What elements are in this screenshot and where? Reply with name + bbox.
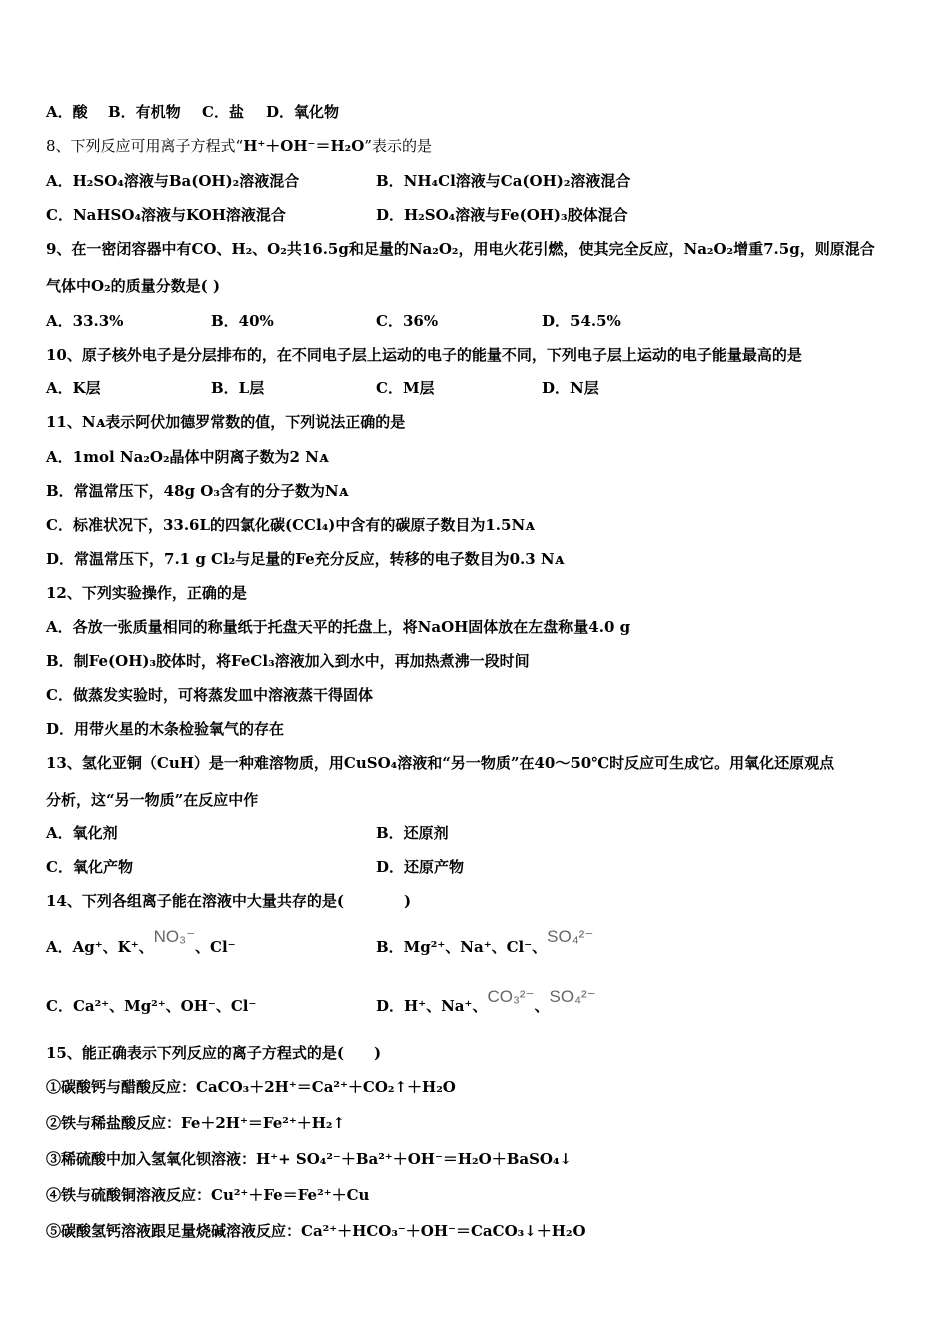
q14-option-b-ion: SO₄²⁻ (547, 927, 594, 946)
q14-option-a-text: A．Ag⁺、K⁺、 (46, 938, 154, 956)
q11-option-d: D．常温常压下，7.1 g Cl₂与足量的Fe充分反应，转移的电子数目为0.3 Nᴀ (46, 550, 565, 568)
q14-option-d-text: D．H⁺、Na⁺、 (376, 997, 488, 1015)
q13-stem-line1: 13、氢化亚铜（CuH）是一种难溶物质，用CuSO₄溶液和“另一物质”在40～50℃时反应可生成它。用氧化还原观点 (46, 754, 835, 772)
q15-item-3: ③稀硫酸中加入氢氧化钡溶液：H⁺+ SO₄²⁻＋Ba²⁺＋OH⁻＝H₂O＋BaSO₄↓ (46, 1150, 573, 1168)
q9-stem-line1: 9、在一密闭容器中有CO、H₂、O₂共16.5g和足量的Na₂O₂，用电火花引燃，使其完全反应，Na₂O₂增重7.5g，则原混合 (46, 240, 875, 258)
q9-option-c: C．36% (376, 312, 439, 330)
q14-option-d-ion1: CO₃²⁻ (487, 987, 535, 1006)
q13-option-d: D．还原产物 (376, 858, 465, 876)
q12-option-c: C．做蒸发实验时，可将蒸发皿中溶液蒸干得固体 (46, 686, 373, 704)
q10-stem: 10、原子核外电子是分层排布的，在不同电子层上运动的电子的能量不同，下列电子层上运动的电子能量最高的是 (46, 346, 802, 364)
q8-option-b: B．NH₄Cl溶液与Ca(OH)₂溶液混合 (376, 172, 631, 190)
q15-stem: 15、能正确表示下列反应的离子方程式的是( ) (46, 1044, 382, 1062)
q14-option-a-ion: NO₃⁻ (153, 927, 196, 946)
q8-stem-prefix: 8、下列反应可用离子方程式“ (46, 137, 244, 155)
q10-option-b: B．L层 (211, 379, 265, 397)
q15-item-5: ⑤碳酸氢钙溶液跟足量烧碱溶液反应：Ca²⁺＋HCO₃⁻＋OH⁻＝CaCO₃↓＋H₂O (46, 1222, 586, 1240)
q12-option-d: D．用带火星的木条检验氧气的存在 (46, 720, 285, 738)
q14-option-a (46, 927, 236, 957)
q8-stem-equation: H⁺＋OH⁻＝H₂O (243, 137, 365, 155)
q14-option-b (376, 927, 594, 957)
q14-option-d-ion2: SO₄²⁻ (549, 987, 596, 1006)
q15-item-4: ④铁与硫酸铜溶液反应：Cu²⁺＋Fe＝Fe²⁺＋Cu (46, 1186, 370, 1204)
q11-stem: 11、Nᴀ表示阿伏加德罗常数的值，下列说法正确的是 (46, 413, 406, 431)
q7-option-a: A．酸 (46, 103, 88, 121)
q12-option-a: A．各放一张质量相同的称量纸于托盘天平的托盘上，将NaOH固体放在左盘称量4.0 g (46, 618, 631, 636)
q8-stem-suffix: ”表示的是 (364, 137, 432, 155)
q13-option-b: B．还原剂 (376, 824, 449, 842)
q9-stem-line2: 气体中O₂的质量分数是( ) (46, 277, 221, 295)
q14-option-d (376, 987, 596, 1016)
q14-option-c: C．Ca²⁺、Mg²⁺、OH⁻、Cl⁻ (46, 997, 257, 1015)
q10-option-c: C．M层 (376, 379, 435, 397)
q14-option-a-tail: 、Cl⁻ (195, 938, 236, 956)
q11-option-c: C．标准状况下，33.6L的四氯化碳(CCl₄)中含有的碳原子数目为1.5Nᴀ (46, 516, 535, 534)
q9-option-d: D．54.5% (542, 312, 621, 330)
q12-option-b: B．制Fe(OH)₃胶体时，将FeCl₃溶液加入到水中，再加热煮沸一段时间 (46, 652, 530, 670)
q9-option-b: B．40% (211, 312, 274, 330)
q8-stem (46, 136, 432, 156)
q11-option-b: B．常温常压下，48g O₃含有的分子数为Nᴀ (46, 482, 349, 500)
q15-item-2: ②铁与稀盐酸反应：Fe＋2H⁺＝Fe²⁺＋H₂↑ (46, 1114, 346, 1132)
q8-option-d: D．H₂SO₄溶液与Fe(OH)₃胶体混合 (376, 206, 628, 224)
q8-option-c: C．NaHSO₄溶液与KOH溶液混合 (46, 206, 286, 224)
q14-option-b-text: B．Mg²⁺、Na⁺、Cl⁻、 (376, 938, 548, 956)
q11-option-a: A．1mol Na₂O₂晶体中阴离子数为2 Nᴀ (46, 448, 329, 466)
q10-option-a: A．K层 (46, 379, 101, 397)
q14-option-d-separator: 、 (534, 997, 550, 1015)
q8-option-a: A．H₂SO₄溶液与Ba(OH)₂溶液混合 (46, 172, 300, 190)
q13-option-a: A．氧化剂 (46, 824, 118, 842)
q10-option-d: D．N层 (542, 379, 599, 397)
q12-stem: 12、下列实验操作，正确的是 (46, 584, 247, 602)
q7-option-c: C．盐 (202, 103, 244, 121)
q9-option-a: A．33.3% (46, 312, 124, 330)
q15-item-1: ①碳酸钙与醋酸反应：CaCO₃＋2H⁺＝Ca²⁺＋CO₂↑＋H₂O (46, 1078, 456, 1096)
q13-stem-line2: 分析，这“另一物质”在反应中作 (46, 791, 259, 809)
q13-option-c: C．氧化产物 (46, 858, 133, 876)
q7-option-b: B．有机物 (108, 103, 181, 121)
q14-stem: 14、下列各组离子能在溶液中大量共存的是( ) (46, 892, 412, 910)
q7-option-d: D．氧化物 (266, 103, 340, 121)
